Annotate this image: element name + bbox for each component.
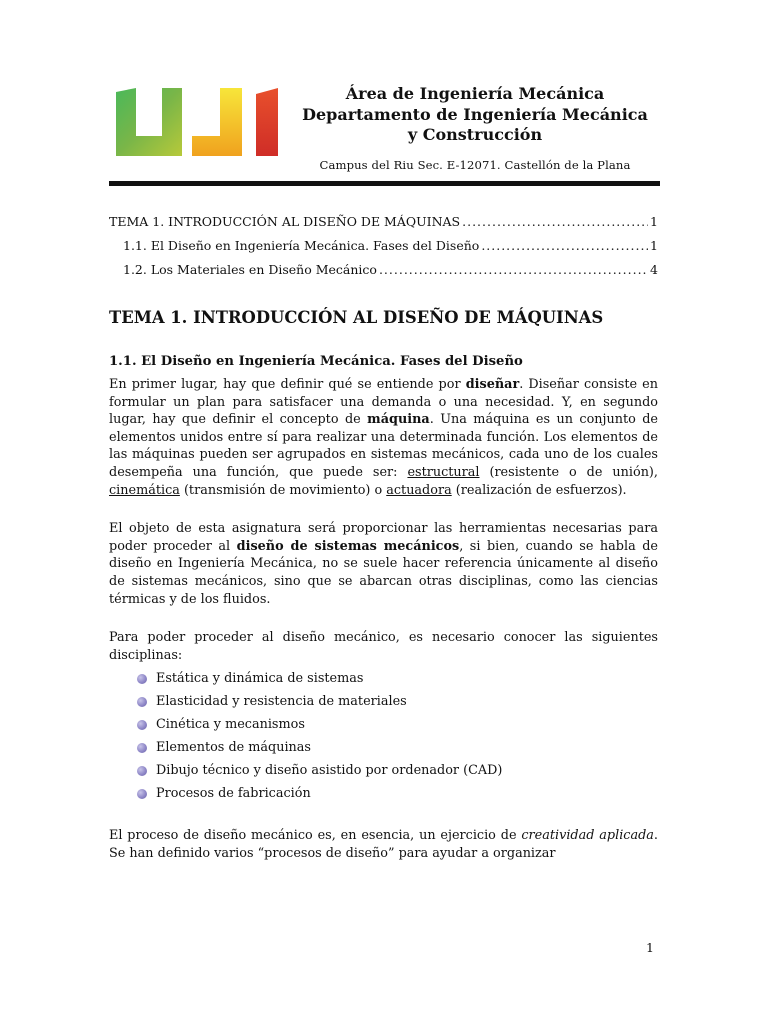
toc-leader-dots bbox=[462, 215, 648, 229]
paragraph-definitions: En primer lugar, hay que definir qué se entiende por diseñar. Diseñar consiste en formular un plan para satisfacer una demanda o una necesidad. Y, en segundo lugar, hay que definir el concepto de máquina. Una máquina es un conjunto de elementos unidos entre sí para realizar una determinada función. Los elementos de las máquinas pueden ser agrupados en sistemas mecánicos, cada uno de los cuales desempeña una función, que puede ser: estructural (resistente o de unión), cinemática (transmisión de movimiento) o actuadora (realización de esfuerzos). bbox=[109, 377, 659, 498]
paragraph-disciplines-intro: Para poder proceder al diseño mecánico, es necesario conocer las siguientes disciplinas: bbox=[109, 630, 658, 663]
toc-entry-page: 1 bbox=[650, 238, 658, 253]
toc-entry-page: 4 bbox=[650, 262, 658, 277]
list-item: Dibujo técnico y diseño asistido por ordenador (CAD) bbox=[133, 761, 658, 784]
list-item: Procesos de fabricación bbox=[133, 784, 658, 807]
list-item: Elementos de máquinas bbox=[133, 738, 658, 761]
header-divider bbox=[109, 181, 660, 186]
paragraph-objective: El objeto de esta asignatura será proporcionar las herramientas necesarias para poder proceder al diseño de sistemas mecánicos, si bien, cuando se habla de diseño en Ingeniería Mecánica, no se suele hacer referencia únicamente al diseño de sistemas mecánicos, sino que se abarcan otras disciplinas, como las ciencias térmicas y de los fluidos. bbox=[109, 521, 658, 607]
header-title-3: y Construcción bbox=[407, 125, 543, 144]
toc-entry-text: 1.2. Los Materiales en Diseño Mecánico bbox=[123, 262, 377, 277]
bullet-icon bbox=[137, 743, 147, 753]
term-estructural: estructural bbox=[407, 464, 480, 480]
bullet-icon bbox=[137, 697, 147, 707]
paragraph-design-process: El proceso de diseño mecánico es, en esencia, un ejercicio de creatividad aplicada. Se han definido varios “procesos de diseño” para ayudar a organizar bbox=[109, 828, 658, 861]
disciplines-list bbox=[109, 669, 658, 807]
term-disenar: diseñar bbox=[465, 377, 520, 392]
bullet-icon bbox=[137, 766, 147, 776]
term-creatividad-aplicada: creatividad aplicada bbox=[521, 828, 654, 844]
term-actuadora: actuadora bbox=[386, 482, 452, 498]
term-diseno-sistemas: diseño de sistemas mecánicos bbox=[236, 538, 460, 554]
chapter-title: TEMA 1. INTRODUCCIÓN AL DISEÑO DE MÁQUINAS bbox=[109, 308, 604, 327]
header-address: Campus del Riu Sec. E-12071. Castellón de la Plana bbox=[319, 157, 631, 172]
bullet-icon bbox=[137, 789, 147, 799]
bullet-icon bbox=[137, 674, 147, 684]
toc-entry[interactable] bbox=[109, 239, 658, 263]
list-item: Elasticidad y resistencia de materiales bbox=[133, 692, 658, 715]
table-of-contents bbox=[109, 215, 658, 287]
term-maquina: máquina bbox=[367, 412, 430, 428]
page-number: 1 bbox=[646, 940, 654, 955]
toc-leader-dots bbox=[481, 239, 648, 253]
list-item: Cinética y mecanismos bbox=[133, 715, 658, 738]
toc-leader-dots bbox=[379, 263, 648, 277]
toc-entry[interactable] bbox=[109, 215, 658, 239]
header-title-2: Departamento de Ingeniería Mecánica bbox=[302, 104, 648, 124]
uji-logo bbox=[116, 86, 278, 156]
main-content bbox=[109, 306, 658, 863]
term-cinematica: cinemática bbox=[109, 482, 180, 498]
toc-entry-text: TEMA 1. INTRODUCCIÓN AL DISEÑO DE MÁQUINAS bbox=[109, 214, 461, 229]
header-block bbox=[290, 84, 660, 172]
list-item: Estática y dinámica de sistemas bbox=[133, 669, 658, 692]
section-title: 1.1. El Diseño en Ingeniería Mecánica. Fases del Diseño bbox=[109, 354, 523, 369]
bullet-icon bbox=[137, 720, 147, 730]
toc-entry-page: 1 bbox=[650, 214, 658, 229]
toc-entry-text: 1.1. El Diseño en Ingeniería Mecánica. Fases del Diseño bbox=[123, 238, 480, 253]
header-title-1: Área de Ingeniería Mecánica bbox=[345, 84, 605, 103]
toc-entry[interactable] bbox=[109, 263, 658, 287]
